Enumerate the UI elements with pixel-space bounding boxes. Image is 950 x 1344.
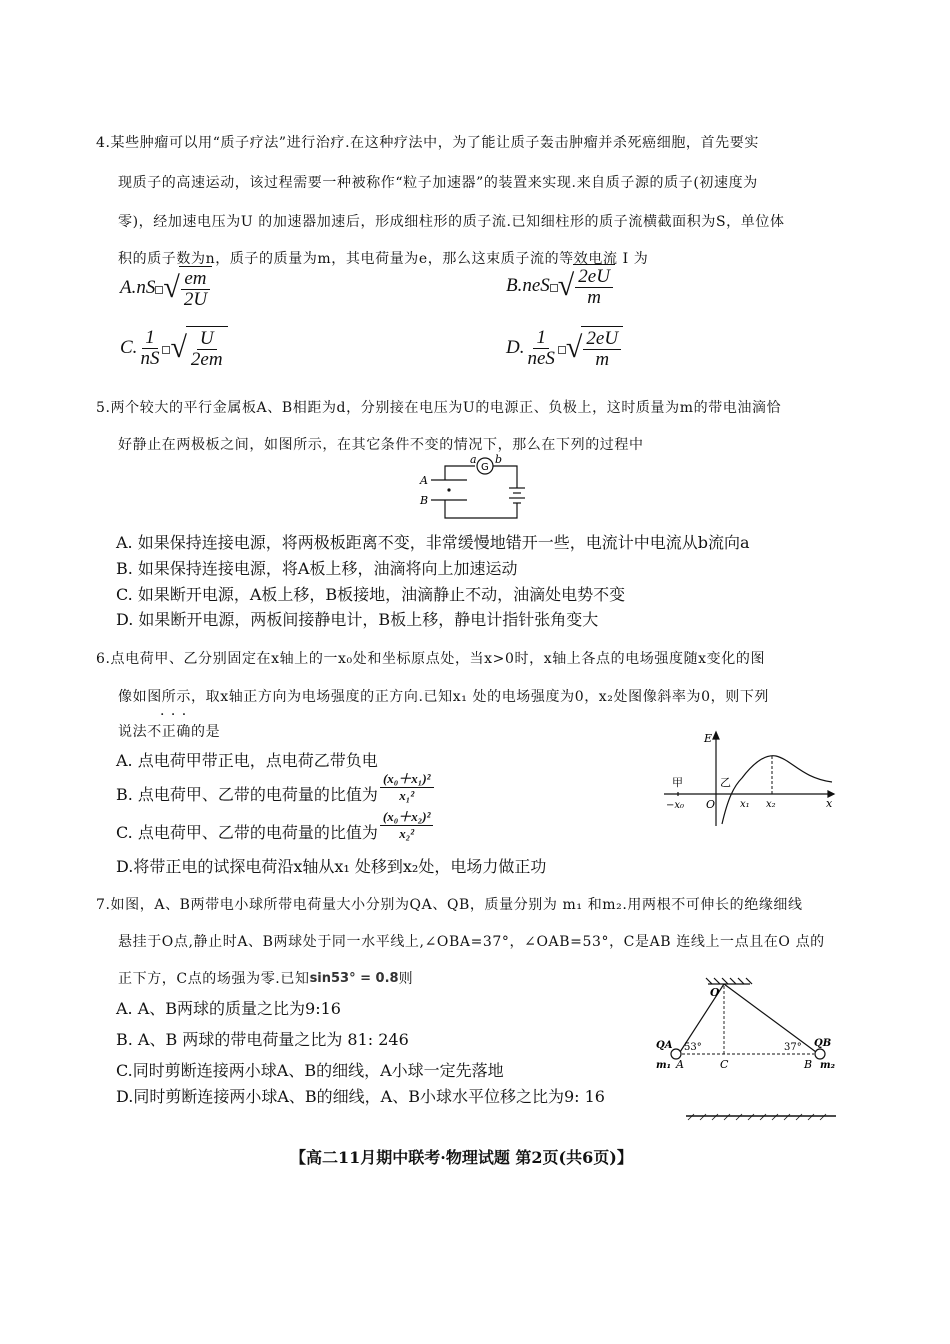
q6-emphasis-dots: · · · (160, 707, 188, 723)
q5-circuit-figure (415, 452, 535, 524)
q5-option-a: A. 如果保持连接电源，将两极板距离不变，非常缓慢地错开一些，电流计中电流从b流向a (116, 533, 750, 552)
q6-fig-label-jia: 甲 (672, 776, 683, 789)
q6-line-2: 像如图所示，取x轴正方向为电场强度的正方向.已知x₁ 处的电场强度为0，x₂处图像斜率为0，则下列 (118, 689, 770, 705)
q7-fig-label-angle-b: 37° (784, 1042, 802, 1053)
q4-option-d-den: m (595, 349, 610, 370)
q5-fig-label-a: A (420, 474, 428, 487)
q7-fig-label-b: B (804, 1058, 813, 1071)
q6-option-c-text: C. 点电荷甲、乙带的电荷量的比值为 (116, 823, 378, 842)
q6-option-c (116, 809, 433, 843)
q4-option-a-den: 2U (183, 289, 208, 310)
q4-line-3: 零)，经加速电压为U 的加速器加速后，形成细柱形的质子流.已知细柱形的质子流横截面积为S，单位体 (118, 214, 785, 230)
q4-option-c-den: 2em (190, 349, 223, 370)
q4-option-b-den: m (587, 287, 601, 308)
q7-line-1: 7.如图，A、B两带电小球所带电荷量大小分别为QA、QB，质量分别为 m₁ 和m₂.用两根不可伸长的绝缘细线 (96, 897, 803, 913)
q7-line-3-post: 则 (398, 971, 414, 987)
q6-fig-label-e: E (704, 732, 713, 745)
q4-option-d-num: 2eU (583, 329, 621, 350)
q7-fig-label-angle-a: 53° (684, 1042, 702, 1053)
q7-hanging-balls-figure (640, 976, 840, 1128)
q6-option-c-den: x₂² (399, 826, 415, 841)
q5-option-b: B. 如果保持连接电源，将A板上移，油滴将向上加速运动 (116, 559, 518, 578)
q4-line-2: 现质子的高速运动，该过程需要一种被称作“粒子加速器”的装置来实现.来自质子源的质子(初速度为 (118, 175, 758, 191)
q7-line-2: 悬挂于O点,静止时A、B两球处于同一水平线上,∠OBA=37°，∠OAB=53°，C是AB 连线上一点且在O 点的 (118, 934, 825, 950)
q6-fig-label-x1: x₁ (740, 799, 750, 810)
q7-fig-label-a: A (676, 1058, 684, 1071)
q7-line-3 (118, 968, 413, 988)
q7-option-b: B. A、B 两球的带电荷量之比为 81: 246 (116, 1030, 409, 1049)
q5-option-c: C. 如果断开电源，A板上移，B板接地，油滴静止不动，油滴处电势不变 (116, 585, 626, 604)
q4-option-b-coef: neS (522, 275, 550, 296)
q4-option-b-label: B. (506, 275, 523, 296)
q6-fig-label-o: O (706, 798, 716, 811)
page-footer: 【高二11月期中联考·物理试题 第2页(共6页)】 (290, 1148, 633, 1167)
q4-option-a-coef: nS (136, 277, 156, 298)
q6-fig-label-x: x (826, 797, 833, 810)
q6-option-d: D.将带正电的试探电荷沿x轴从x₁ 处移到x₂处，电场力做正功 (116, 857, 547, 876)
q6-option-a: A. 点电荷甲带正电，点电荷乙带负电 (116, 751, 378, 770)
q6-fig-label-x2: x₂ (766, 799, 776, 810)
q6-option-b-num: (x₀＋x₁)² (380, 771, 434, 788)
placeholder-box-icon (550, 284, 558, 292)
placeholder-box-icon (162, 346, 170, 354)
placeholder-box-icon (558, 346, 566, 354)
q7-fig-label-qa: QA (656, 1040, 673, 1051)
q7-option-a: A. A、B两球的质量之比为9:16 (116, 999, 341, 1018)
q4-option-c-fden: nS (140, 347, 160, 369)
placeholder-box-icon (155, 286, 163, 294)
q6-fig-label-negx0: −x₀ (666, 800, 685, 811)
oil-drop-icon (447, 488, 450, 491)
q4-line-1: 4.某些肿瘤可以用“质子疗法”进行治疗.在这种疗法中，为了能让质子轰击肿瘤并杀死癌细胞，首先要实 (96, 135, 759, 151)
q4-option-b-num: 2eU (575, 267, 613, 288)
q4-option-d-fnum: 1 (533, 328, 549, 349)
q5-option-d: D. 如果断开电源，两板间接静电计，B板上移，静电计指针张角变大 (116, 610, 599, 629)
q7-line-3-formula: sin53° = 0.8 (309, 970, 399, 986)
q6-option-b-den: x₁² (399, 788, 415, 803)
q4-option-a: A. nS √ $\frac{em}{2U}$ (120, 266, 212, 310)
q7-fig-label-m2: m₂ (820, 1060, 835, 1071)
q4-option-c: C. $\frac{1}{nS}$ √ $\frac{U}{2em}$ (120, 326, 228, 370)
q4-option-c-fnum: 1 (142, 328, 158, 349)
q4-option-d-label: D. (506, 337, 525, 358)
q6-line-1: 6.点电荷甲、乙分别固定在x轴上的一x₀处和坐标原点处，当x>0时，x轴上各点的电场强度随x变化的图 (96, 651, 766, 667)
q5-line-1: 5.两个较大的平行金属板A、B相距为d，分别接在电压为U的电源正、负极上，这时质量为m的带电油滴恰 (96, 400, 782, 416)
q5-fig-label-b: B (420, 494, 429, 507)
q4-option-b: B. neS √ $\frac{2eU}{m}$ (506, 264, 615, 308)
q7-fig-label-c: C (720, 1058, 729, 1071)
q6-field-graph (662, 728, 842, 828)
q4-option-a-num: em (181, 269, 209, 290)
q7-option-c: C.同时剪断连接两小球A、B的细线，A小球一定先落地 (116, 1061, 504, 1080)
q7-fig-label-qb: QB (814, 1038, 832, 1049)
q4-line-4: 积的质子数为n，质子的质量为m，其电荷量为e，那么这束质子流的等效电流 I 为 (118, 251, 649, 267)
q7-fig-label-o: O (710, 986, 720, 999)
q6-option-b-text: B. 点电荷甲、乙带的电荷量的比值为 (116, 785, 378, 804)
q4-option-d: D. $\frac{1}{\text{neS}}$ √ $\frac{2eU}{m}$ (506, 326, 623, 370)
q6-line-3: 说法不正确的是 (118, 724, 221, 740)
q5-fig-label-gb: b (495, 453, 503, 466)
q6-option-b (116, 771, 434, 805)
galvanometer-icon: G (481, 462, 489, 473)
q5-line-2: 好静止在两极板之间，如图所示，在其它条件不变的情况下，那么在下列的过程中 (118, 437, 644, 453)
q6-option-c-num: (x₀＋x₂)² (380, 809, 434, 826)
q7-option-d: D.同时剪断连接两小球A、B的细线，A、B小球水平位移之比为9: 16 (116, 1087, 605, 1106)
q6-fig-label-yi: 乙 (720, 776, 731, 789)
q7-line-3-pre: 正下方，C点的场强为零.已知 (118, 971, 310, 987)
q7-fig-label-m1: m₁ (656, 1060, 671, 1071)
q4-option-d-fden: neS (527, 347, 555, 369)
q4-option-c-label: C. (120, 337, 138, 358)
q4-option-c-num: U (197, 329, 217, 350)
q5-fig-label-ga: a (470, 453, 477, 466)
q4-option-a-label: A. (120, 277, 137, 298)
